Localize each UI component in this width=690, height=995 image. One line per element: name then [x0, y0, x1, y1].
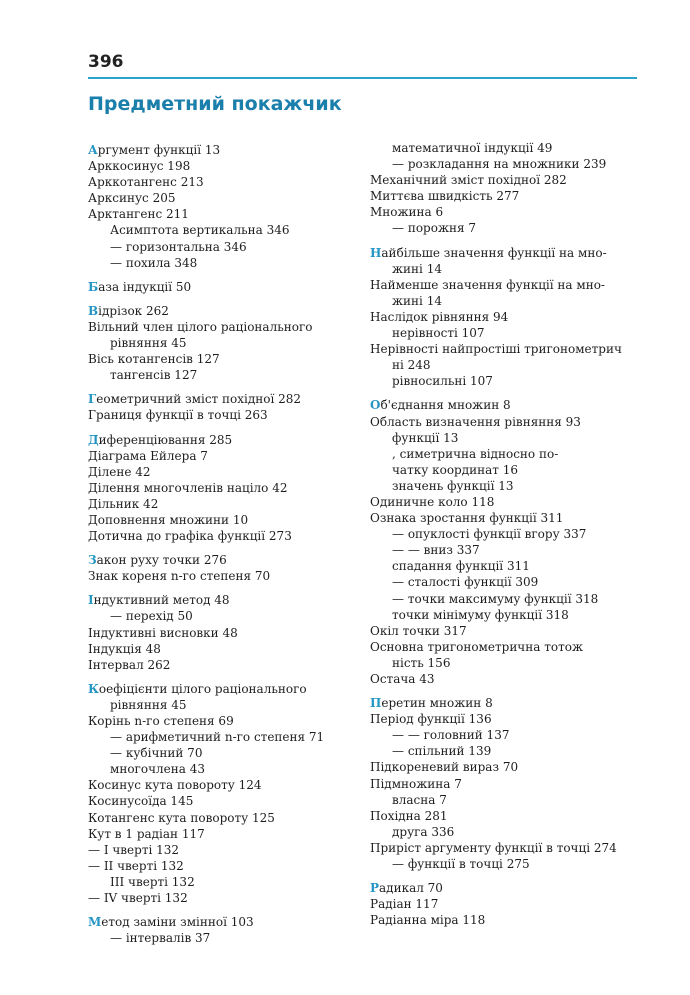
index-entry-text: Найменше значення функції на мно-	[370, 277, 605, 292]
index-entry	[88, 319, 356, 335]
index-entry	[370, 277, 638, 293]
index-entry	[370, 759, 638, 775]
index-entry-text: Границя функції в точці 263	[88, 408, 268, 423]
index-entry	[88, 222, 356, 238]
index-entry-text: Наслідок рівняння 94	[370, 309, 509, 324]
index-entry-text: — спільний 139	[392, 744, 492, 759]
index-entry	[370, 245, 638, 261]
index-entry	[88, 190, 356, 206]
index-entry-text: Окіл точки 317	[370, 623, 467, 638]
index-entry	[88, 729, 356, 745]
index-entry-text: — перехід 50	[110, 609, 193, 624]
index-entry-text: — інтервалів 37	[110, 931, 211, 946]
index-entry-text: — горизонтальна 346	[110, 239, 247, 254]
index-entry	[88, 625, 356, 641]
index-entry	[370, 325, 638, 341]
index-letter-initial: Р	[370, 881, 380, 896]
index-letter-initial: К	[88, 681, 99, 696]
index-entry	[370, 542, 638, 558]
index-entry	[370, 478, 638, 494]
index-entry-text: ні 248	[392, 358, 431, 373]
index-entry-text: етод заміни змінної 103	[101, 915, 254, 930]
index-entry-text: Радіан 117	[370, 897, 439, 912]
index-entry	[370, 808, 638, 824]
index-entry	[88, 793, 356, 809]
index-entry-text: Косинусоїда 145	[88, 794, 194, 809]
index-entry	[88, 512, 356, 528]
index-entry-text: точки мінімуму функції 318	[392, 607, 569, 622]
index-entry	[370, 840, 638, 856]
index-entry-text: Множина 6	[370, 205, 444, 220]
index-entry	[370, 220, 638, 236]
index-entry-text: — — головний 137	[392, 728, 510, 743]
index-entry-text: Арккотангенс 213	[88, 175, 204, 190]
index-entry-text: Ділене 42	[88, 464, 151, 479]
index-letter-initial: Г	[88, 392, 97, 407]
index-entry	[88, 657, 356, 673]
index-entry-text: ргумент функції 13	[97, 143, 221, 157]
index-entry-text: — сталості функції 309	[392, 575, 539, 590]
index-entry	[88, 448, 356, 464]
index-entry-text: Основна тригонометрична тотож	[370, 639, 583, 654]
index-entry	[88, 255, 356, 271]
index-entry	[88, 761, 356, 777]
index-entry	[370, 743, 638, 759]
index-entry	[370, 776, 638, 792]
index-entry-text: ність 156	[392, 655, 451, 670]
index-entry-text: Арксинус 205	[88, 191, 176, 206]
index-entry	[88, 206, 356, 222]
index-entry	[370, 607, 638, 623]
index-entry	[370, 446, 638, 462]
index-entry	[370, 727, 638, 743]
index-entry-text: Інтервал 262	[88, 657, 171, 672]
index-entry	[88, 810, 356, 826]
index-entry-text: Доповнення множини 10	[88, 512, 249, 527]
index-entry-text: Підмножина 7	[370, 776, 462, 791]
index-entry	[88, 496, 356, 512]
index-letter-initial: В	[88, 303, 99, 318]
index-entry	[88, 681, 356, 697]
index-entry-text: Котангенс кута повороту 125	[88, 810, 275, 825]
index-entry	[370, 341, 638, 357]
index-entry-text: Індукція 48	[88, 641, 161, 656]
index-entry-text: математичної індукції 49	[392, 141, 553, 155]
index-entry-text: Арктангенс 211	[88, 207, 189, 222]
index-entry-text: — арифметичний n-го степеня 71	[110, 730, 325, 745]
index-letter-initial: І	[88, 593, 94, 608]
index-entry	[370, 639, 638, 655]
index-entry-text: — кубічний 70	[110, 746, 203, 761]
index-entry-text: Діаграма Ейлера 7	[88, 448, 208, 463]
index-entry	[88, 552, 356, 568]
index-entry-text: — точки максимуму функції 318	[392, 591, 599, 606]
index-entry-text: рівняння 45	[110, 336, 187, 351]
index-entry-text: рівняння 45	[110, 697, 187, 712]
index-entry	[370, 856, 638, 872]
index-entry-text: жині 14	[392, 293, 442, 308]
index-entry	[370, 373, 638, 389]
page-number: 396	[88, 52, 124, 72]
index-entry	[370, 558, 638, 574]
index-entry-text: власна 7	[392, 792, 447, 807]
index-entry	[370, 526, 638, 542]
index-entry	[88, 464, 356, 480]
index-letter-initial: О	[370, 398, 381, 413]
index-entry	[88, 351, 356, 367]
index-entry	[370, 655, 638, 671]
index-entry	[88, 890, 356, 906]
index-entry	[88, 142, 356, 158]
index-entry	[370, 357, 638, 373]
index-entry-text: оефіцієнти цілого раціонального	[98, 681, 307, 696]
index-letter-initial: Д	[88, 432, 99, 447]
index-entry	[370, 293, 638, 309]
index-entry-text: нерівності 107	[392, 326, 485, 341]
index-letter-initial: М	[88, 915, 102, 930]
index-entry-text: многочлена 43	[110, 762, 205, 777]
index-letter-initial: З	[88, 553, 97, 568]
index-entry	[370, 896, 638, 912]
index-entry	[88, 697, 356, 713]
index-entry	[370, 172, 638, 188]
index-entry-text: Дільник 42	[88, 496, 159, 511]
index-entry	[88, 874, 356, 890]
index-entry	[370, 574, 638, 590]
index-entry-text: еометричний зміст похідної 282	[96, 392, 302, 407]
index-letter-initial: Б	[88, 279, 99, 294]
index-entry-text: Косинус кута повороту 124	[88, 778, 262, 793]
index-entry	[370, 204, 638, 220]
index-entry-text: спадання функції 311	[392, 559, 530, 574]
index-entry	[88, 641, 356, 657]
index-entry	[88, 367, 356, 383]
index-entry-text: Остача 43	[370, 672, 435, 686]
index-entry	[88, 279, 356, 295]
index-entry-text: — опуклості функції вгору 337	[392, 527, 587, 542]
index-entry-text: Корінь n-го степеня 69	[88, 714, 234, 728]
index-entry	[88, 335, 356, 351]
index-entry	[370, 695, 638, 711]
index-entry	[88, 777, 356, 793]
index-entry-text: — порожня 7	[392, 221, 476, 236]
index-entry	[370, 140, 638, 156]
index-entry	[370, 414, 638, 430]
index-entry-text: Одиничне коло 118	[370, 494, 495, 509]
index-entry	[370, 462, 638, 478]
index-entry	[88, 391, 356, 407]
index-entry	[88, 608, 356, 624]
index-entry	[370, 711, 638, 727]
index-letter-initial: Н	[370, 245, 382, 260]
index-entry-text: аза індукції 50	[98, 279, 192, 294]
index-entry	[88, 713, 356, 729]
index-entry-text: Похідна 281	[370, 808, 448, 823]
index-entry	[370, 623, 638, 639]
index-entry	[88, 303, 356, 319]
index-entry	[370, 261, 638, 277]
index-entry	[370, 430, 638, 446]
index-entry-text: ідрізок 262	[98, 303, 169, 318]
index-entry	[370, 397, 638, 413]
index-entry	[88, 158, 356, 174]
index-entry	[370, 188, 638, 204]
index-entry-text: — IV чверті 132	[88, 891, 188, 906]
index-entry-text: ндуктивний метод 48	[93, 593, 230, 608]
index-entry	[370, 309, 638, 325]
index-entry-text: Область визначення рівняння 93	[370, 414, 581, 429]
index-entry-text: Приріст аргументу функції в точці 274	[370, 840, 617, 855]
index-entry-text: , симетрична відносно по-	[392, 446, 559, 461]
index-entry-text: адикал 70	[379, 881, 443, 896]
index-entry-text: иференціювання 285	[98, 432, 233, 447]
page-title: Предметний покажчик	[88, 93, 342, 115]
index-entry	[370, 671, 638, 687]
index-entry-text: б'єднання множин 8	[380, 398, 511, 413]
index-entry-text: тангенсів 127	[110, 368, 198, 383]
index-entry-text: Вісь котангенсів 127	[88, 352, 220, 367]
index-entry-text: Дотична до графіка функції 273	[88, 529, 292, 544]
index-entry	[370, 156, 638, 172]
index-entry	[88, 914, 356, 930]
index-entry	[88, 745, 356, 761]
index-entry-text: жині 14	[392, 261, 442, 276]
index-entry	[370, 824, 638, 840]
index-entry-text: еретин множин 8	[381, 696, 493, 711]
index-entry-text: функції 13	[392, 430, 459, 445]
index-entry-text: Асимптота вертикальна 346	[110, 223, 290, 238]
index-entry-text: Миттєва швидкість 277	[370, 189, 520, 204]
index-entry-text: акон руху точки 276	[96, 553, 227, 568]
index-entry-text: рівносильні 107	[392, 374, 493, 389]
index-letter-initial: А	[88, 143, 98, 157]
index-entry	[88, 842, 356, 858]
index-entry-text: — — вниз 337	[392, 543, 480, 558]
index-entry-text: Механічний зміст похідної 282	[370, 173, 567, 188]
index-entry	[88, 174, 356, 190]
index-entry	[88, 930, 356, 946]
index-entry-text: — розкладання на множники 239	[392, 157, 607, 172]
index-entry-text: — похила 348	[110, 255, 198, 270]
index-entry-text: Радіанна міра 118	[370, 913, 486, 928]
index-entry	[88, 592, 356, 608]
index-column-right	[370, 140, 638, 928]
index-entry	[88, 432, 356, 448]
index-entry-text: чатку координат 16	[392, 462, 518, 477]
index-entry	[370, 792, 638, 808]
index-entry-text: — функції в точці 275	[392, 857, 530, 872]
index-entry-text: айбільше значення функції на мно-	[381, 245, 607, 260]
index-entry-text: Знак кореня n-го степеня 70	[88, 569, 271, 584]
index-entry	[370, 880, 638, 896]
index-entry	[370, 510, 638, 526]
index-entry-text: друга 336	[392, 824, 455, 839]
index-column-left	[88, 142, 356, 946]
index-entry-text: Кут в 1 радіан 117	[88, 826, 205, 841]
index-entry	[370, 912, 638, 928]
header-rule	[88, 77, 637, 79]
index-entry-text: Підкореневий вираз 70	[370, 760, 519, 775]
index-entry	[88, 407, 356, 423]
index-letter-initial: П	[370, 696, 382, 711]
index-entry-text: Арккосинус 198	[88, 159, 191, 174]
index-entry	[370, 494, 638, 510]
index-entry-text: Індуктивні висновки 48	[88, 625, 238, 640]
index-entry-text: Вільний член цілого раціонального	[88, 319, 313, 334]
index-entry-text: — ІІ чверті 132	[88, 858, 184, 873]
index-entry	[370, 591, 638, 607]
index-entry-text: Ознака зростання функції 311	[370, 511, 564, 526]
index-entry-text: — І чверті 132	[88, 842, 180, 857]
index-entry-text: ІІІ чверті 132	[110, 874, 195, 889]
index-entry	[88, 239, 356, 255]
index-entry-text: Нерівності найпростіші тригонометрич	[370, 342, 622, 357]
index-entry-text: Період функції 136	[370, 712, 492, 727]
index-entry	[88, 858, 356, 874]
index-entry	[88, 826, 356, 842]
index-entry	[88, 528, 356, 544]
index-entry	[88, 480, 356, 496]
index-entry	[88, 568, 356, 584]
index-entry-text: значень функції 13	[392, 478, 514, 493]
index-entry-text: Ділення многочленів націло 42	[88, 480, 288, 495]
